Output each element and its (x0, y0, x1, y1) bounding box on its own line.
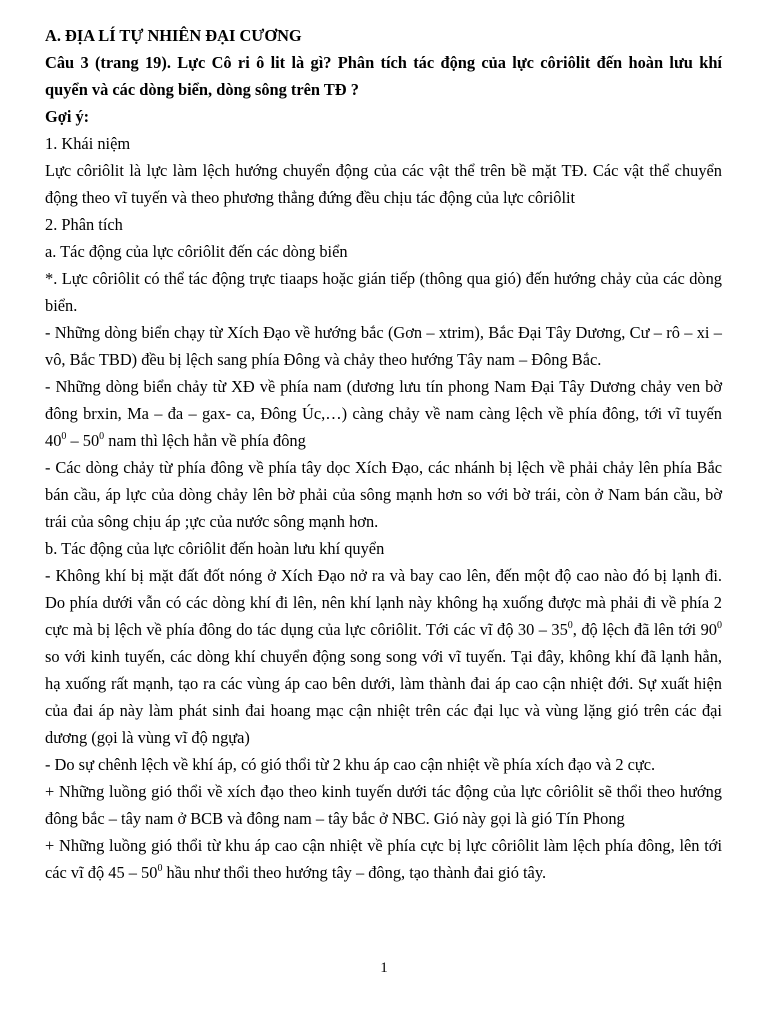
question-text: Câu 3 (trang 19). Lực Cô ri ô lit là gì? Phân tích tác động của lực côriôlit đến hoàn lưu khí quyển và các dòng biển, dòng sông trên TĐ ? (45, 53, 722, 99)
paragraph-a1: *. Lực côriôlit có thể tác động trực tiaaps hoặc gián tiếp (thông qua gió) đến hướng chảy của các dòng biển. (45, 269, 722, 315)
paragraph-b4-text-1: + Những luồng gió thổi từ khu áp cao cận nhiệt về phía cực bị lực côriôlit làm lệch phía đông, lên tới các vĩ độ 45 – 50 (45, 836, 722, 882)
paragraph-a3 (45, 373, 722, 454)
subheading-ocean-currents: a. Tác động của lực côriôlit đến các dòng biển (45, 242, 348, 261)
page-number: 1 (380, 960, 388, 976)
degree-superscript: 0 (567, 619, 573, 631)
paragraph-a4: - Các dòng chảy từ phía đông về phía tây dọc Xích Đạo, các nhánh bị lệch về phải chảy lên phía Bắc bán cầu, áp lực của dòng chảy lên bờ phải của sông mạnh hơn so với bờ trái, còn ở Nam bán cầu, bờ trái của sông chịu áp ;ực của nước sông mạnh hơn. (45, 458, 722, 531)
paragraph-b4-text-2: hầu như thổi theo hướng tây – đông, tạo thành đai gió tây. (162, 863, 547, 882)
paragraph-b1-text-2: , độ lệch đã lên tới 90 (572, 620, 717, 639)
heading-concept: 1. Khái niệm (45, 134, 131, 153)
document-page (45, 22, 722, 886)
paragraph-a3-text-3: nam thì lệch hẳn về phía đông (104, 431, 306, 450)
definition-paragraph: Lực côriôlit là lực làm lệch hướng chuyển động của các vật thể trên bề mặt TĐ. Các vật thể chuyển động theo vĩ tuyến và theo phương thẳng đứng đều chịu tác động của lực côriôlit (45, 161, 722, 207)
paragraph-a2: - Những dòng biển chạy từ Xích Đạo về hướng bắc (Gơn – xtrim), Bắc Đại Tây Dương, Cư – rô – xi – vô, Bắc TBD) đều bị lệch sang phía Đông và chảy theo hướng Tây nam – Đông Bắc. (45, 323, 722, 369)
paragraph-a3-text-2: – 50 (66, 431, 100, 450)
degree-superscript: 0 (717, 619, 722, 631)
paragraph-b1-text-1: - Không khí bị mặt đất đốt nóng ở Xích Đạo nở ra và bay cao lên, đến một độ cao nào đó bị lạnh đi. Do phía dưới vẫn có các dòng khí đi lên, nên khí lạnh này không hạ xuống được mà phải đi về phía 2 cực mà bị lệch về phía đông do tác dụng của lực côriôlit. Tới các vĩ độ 30 – 35 (45, 566, 722, 639)
hint-label: Gợi ý: (45, 107, 90, 126)
degree-superscript: 0 (61, 430, 67, 442)
subheading-atmospheric-circulation: b. Tác động của lực côriôlit đến hoàn lưu khí quyển (45, 539, 385, 558)
degree-superscript: 0 (99, 430, 105, 442)
section-heading: A. ĐỊA LÍ TỰ NHIÊN ĐẠI CƯƠNG (45, 26, 302, 45)
paragraph-b1-text-3: so với kinh tuyến, các dòng khí chuyển động song song với vĩ tuyến. Tại đây, không khí đã lạnh hẳn, hạ xuống rất mạnh, tạo ra các vùng áp cao bên dưới, làm thành đai áp cao cận nhiệt đới. Sự xuất hiện của đai áp này làm phát sinh đai hoang mạc cận nhiệt trên các đại lục và vùng lặng gió trên các đại dương (gọi là vùng vĩ độ ngựa) (45, 647, 722, 747)
paragraph-b4 (45, 832, 722, 886)
paragraph-a3-text-1: - Những dòng biển chảy từ XĐ về phía nam (dương lưu tín phong Nam Đại Tây Dương chảy ven bờ đông brxin, Ma – đa – gax- ca, Đông Úc,…) càng chảy về nam càng lệch về phía đông, tới vĩ tuyến 40 (45, 377, 722, 450)
paragraph-b3: + Những luồng gió thổi về xích đạo theo kinh tuyến dưới tác động của lực côriôlit sẽ thổi theo hướng đông bắc – tây nam ở BCB và đông nam – tây bắc ở NBC. Gió này gọi là gió Tín Phong (45, 782, 722, 828)
paragraph-b2: - Do sự chênh lệch về khí áp, có gió thổi từ 2 khu áp cao cận nhiệt về phía xích đạo và 2 cực. (45, 755, 656, 774)
degree-superscript: 0 (157, 862, 163, 874)
heading-analysis: 2. Phân tích (45, 215, 123, 234)
paragraph-b1 (45, 562, 722, 751)
